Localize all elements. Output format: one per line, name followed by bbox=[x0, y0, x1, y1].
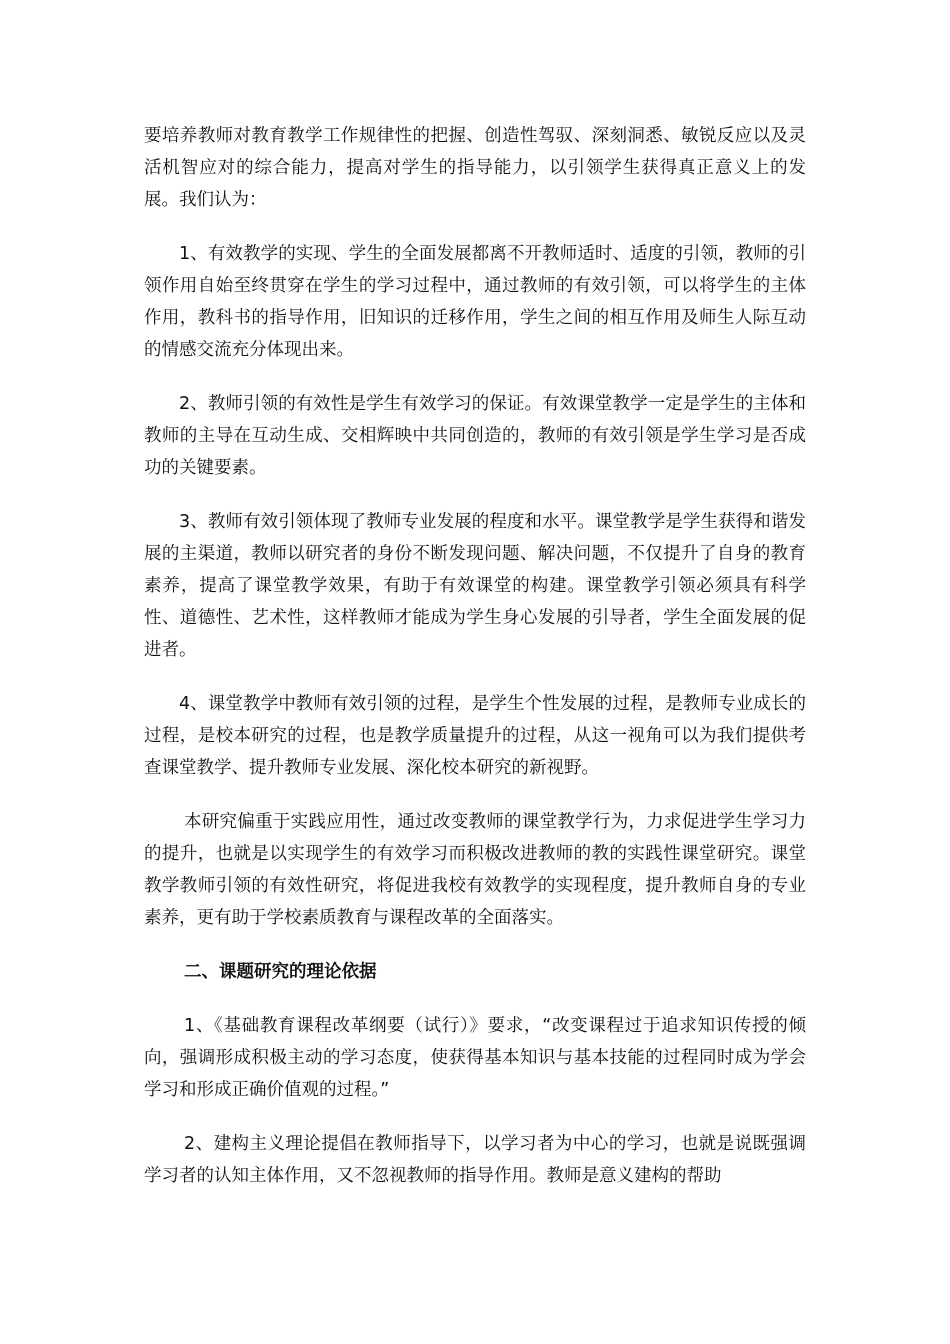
paragraph-point-3: 3、教师有效引领体现了教师专业发展的程度和水平。课堂教学是学生获得和谐发展的主渠道，教师以研究者的身份不断发现问题、解决问题，不仅提升了自身的教育素养，提高了课堂教学效果，有助于有效课堂的构建。课堂教学引领必须具有科学性、道德性、艺术性，这样教师才能成为学生身心发展的引导者，学生全面发展的促进者。 bbox=[144, 512, 806, 660]
section-heading: 二、课题研究的理论依据 bbox=[184, 962, 377, 982]
paragraph-theory-2: 2、建构主义理论提倡在教师指导下，以学习者为中心的学习，也就是说既强调学习者的认知主体作用，又不忽视教师的指导作用。教师是意义建构的帮助 bbox=[144, 1134, 806, 1186]
paragraph-theory-1: 1、《基础教育课程改革纲要（试行）》要求，“改变课程过于追求知识传授的倾向，强调形成积极主动的学习态度，使获得基本知识与基本技能的过程同时成为学会学习和形成正确价值观的过程。” bbox=[144, 1016, 806, 1100]
document-body bbox=[144, 120, 806, 1214]
paragraph-intro: 要培养教师对教育教学工作规律性的把握、创造性驾驭、深刻洞悉、敏锐反应以及灵活机智应对的综合能力，提高对学生的指导能力，以引领学生获得真正意义上的发展。我们认为： bbox=[144, 126, 806, 210]
paragraph-research-summary: 本研究偏重于实践应用性，通过改变教师的课堂教学行为，力求促进学生学习力的提升，也就是以实现学生的有效学习而积极改进教师的教的实践性课堂研究。课堂教学教师引领的有效性研究，将促进我校有效教学的实现程度，提升教师自身的专业素养，更有助于学校素质教育与课程改革的全面落实。 bbox=[144, 812, 806, 928]
paragraph-point-1: 1、有效教学的实现、学生的全面发展都离不开教师适时、适度的引领，教师的引领作用自始至终贯穿在学生的学习过程中，通过教师的有效引领，可以将学生的主体作用，教科书的指导作用，旧知识的迁移作用，学生之间的相互作用及师生人际互动的情感交流充分体现出来。 bbox=[144, 244, 806, 360]
paragraph-point-4: 4、课堂教学中教师有效引领的过程，是学生个性发展的过程，是教师专业成长的过程，是校本研究的过程，也是教学质量提升的过程，从这一视角可以为我们提供考查课堂教学、提升教师专业发展、深化校本研究的新视野。 bbox=[144, 694, 806, 778]
paragraph-point-2: 2、教师引领的有效性是学生有效学习的保证。有效课堂教学一定是学生的主体和教师的主导在互动生成、交相辉映中共同创造的，教师的有效引领是学生学习是否成功的关键要素。 bbox=[144, 394, 806, 478]
